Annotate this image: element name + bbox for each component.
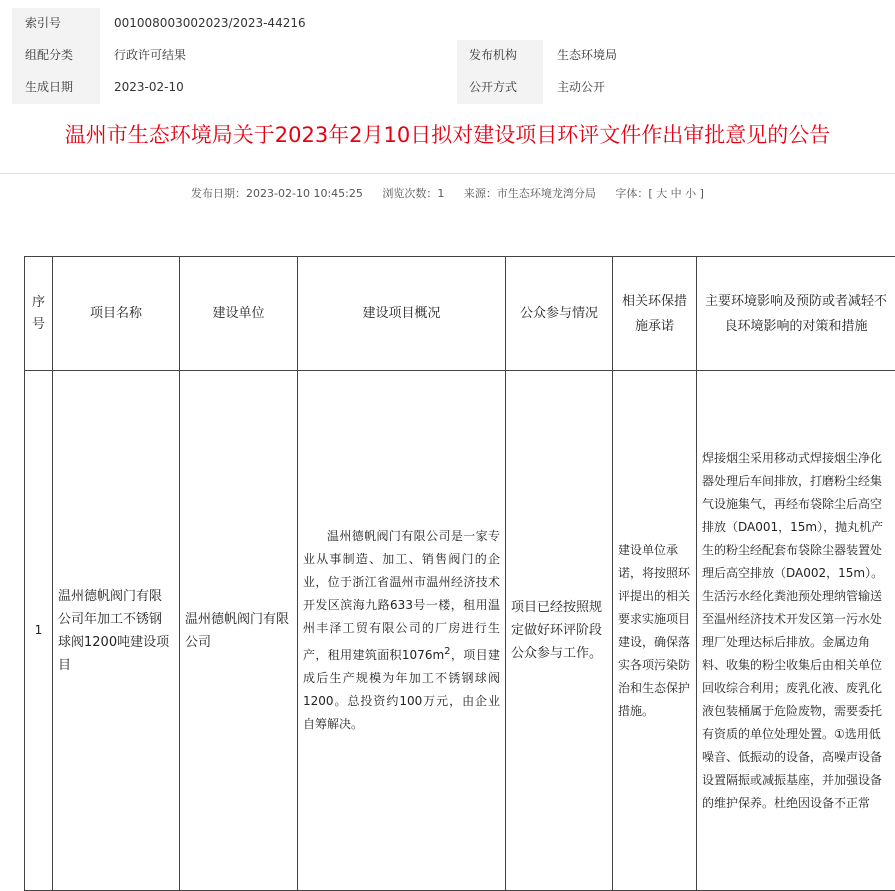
meta-label: 发布机构 [457, 40, 543, 72]
publish-date: 发布日期：2023-02-10 10:45:25 [191, 187, 363, 200]
article-info-bar [0, 184, 895, 204]
table-header-row [25, 257, 895, 371]
meta-label: 索引号 [12, 8, 100, 40]
overview-text-end: ，项目建成后生产规模为年加工不锈钢球阀1200。总投资约100万元，由企业自筹解决。 [303, 648, 500, 731]
meta-row-category [12, 40, 895, 72]
meta-value: 行政许可结果 [100, 40, 457, 72]
header-no: 序号 [25, 257, 53, 371]
view-count: 浏览次数：1 [382, 187, 444, 200]
cell-commitment: 建设单位承诺，将按照环评提出的相关要求实施项目建设，确保落实各项污染防治和生态保护措施。 [613, 371, 697, 891]
meta-row-index [12, 8, 895, 40]
meta-label: 生成日期 [12, 72, 100, 104]
cell-public: 项目已经按照规定做好环评阶段公众参与工作。 [506, 371, 613, 891]
cell-no: 1 [25, 371, 53, 891]
table-row [25, 371, 895, 891]
source: 来源：市生态环境龙湾分局 [464, 187, 596, 200]
meta-value: 生态环境局 [543, 40, 895, 72]
meta-label: 公开方式 [457, 72, 543, 104]
overview-text: 温州德帆阀门有限公司是一家专业从事制造、加工、销售阀门的企业，位于浙江省温州市温州经济技术开发区滨海九路633号一楼，租用温州丰泽工贸有限公司的厂房进行生产，租用建筑面积1076m [303, 529, 500, 662]
meta-label: 组配分类 [12, 40, 100, 72]
meta-value: 2023-02-10 [100, 72, 457, 104]
meta-value: 001008003002023/2023-44216 [100, 8, 895, 40]
metadata-table [12, 8, 895, 104]
divider [0, 173, 895, 174]
meta-row-date [12, 72, 895, 104]
project-table [24, 256, 895, 891]
font-size-switch[interactable]: 字体：[ 大 中 小 ] [615, 187, 704, 200]
header-measures: 主要环境影响及预防或者减轻不良环境影响的对策和措施 [697, 257, 895, 371]
cell-name: 温州德帆阀门有限公司年加工不锈钢球阀1200吨建设项目 [53, 371, 180, 891]
overview-superscript: 2 [444, 646, 450, 657]
header-commitment: 相关环保措施承诺 [613, 257, 697, 371]
cell-unit: 温州德帆阀门有限公司 [180, 371, 298, 891]
meta-value: 主动公开 [543, 72, 895, 104]
header-overview: 建设项目概况 [298, 257, 506, 371]
page-title: 温州市生态环境局关于2023年2月10日拟对建设项目环评文件作出审批意见的公告 [0, 116, 895, 154]
header-unit: 建设单位 [180, 257, 298, 371]
cell-measures: 焊接烟尘采用移动式焊接烟尘净化器处理后车间排放，打磨粉尘经集气设施集气，再经布袋除尘后高空排放（DA001，15m），抛丸机产生的粉尘经配套布袋除尘器装置处理后高空排放（DA002，15m）。生活污水经化粪池预处理纳管输送至温州经济技术开发区第一污水处理厂处理达标后排放。金属边角料、收集的粉尘收集后由相关单位回收综合利用；废乳化液、废乳化液包装桶属于危险废物，需要委托有资质的单位处理处置。①选用低噪音、低振动的设备，高噪声设备设置隔振或减振基座，并加强设备的维护保养。杜绝因设备不正常 [697, 371, 895, 891]
cell-overview [298, 371, 506, 891]
header-public: 公众参与情况 [506, 257, 613, 371]
header-name: 项目名称 [53, 257, 180, 371]
